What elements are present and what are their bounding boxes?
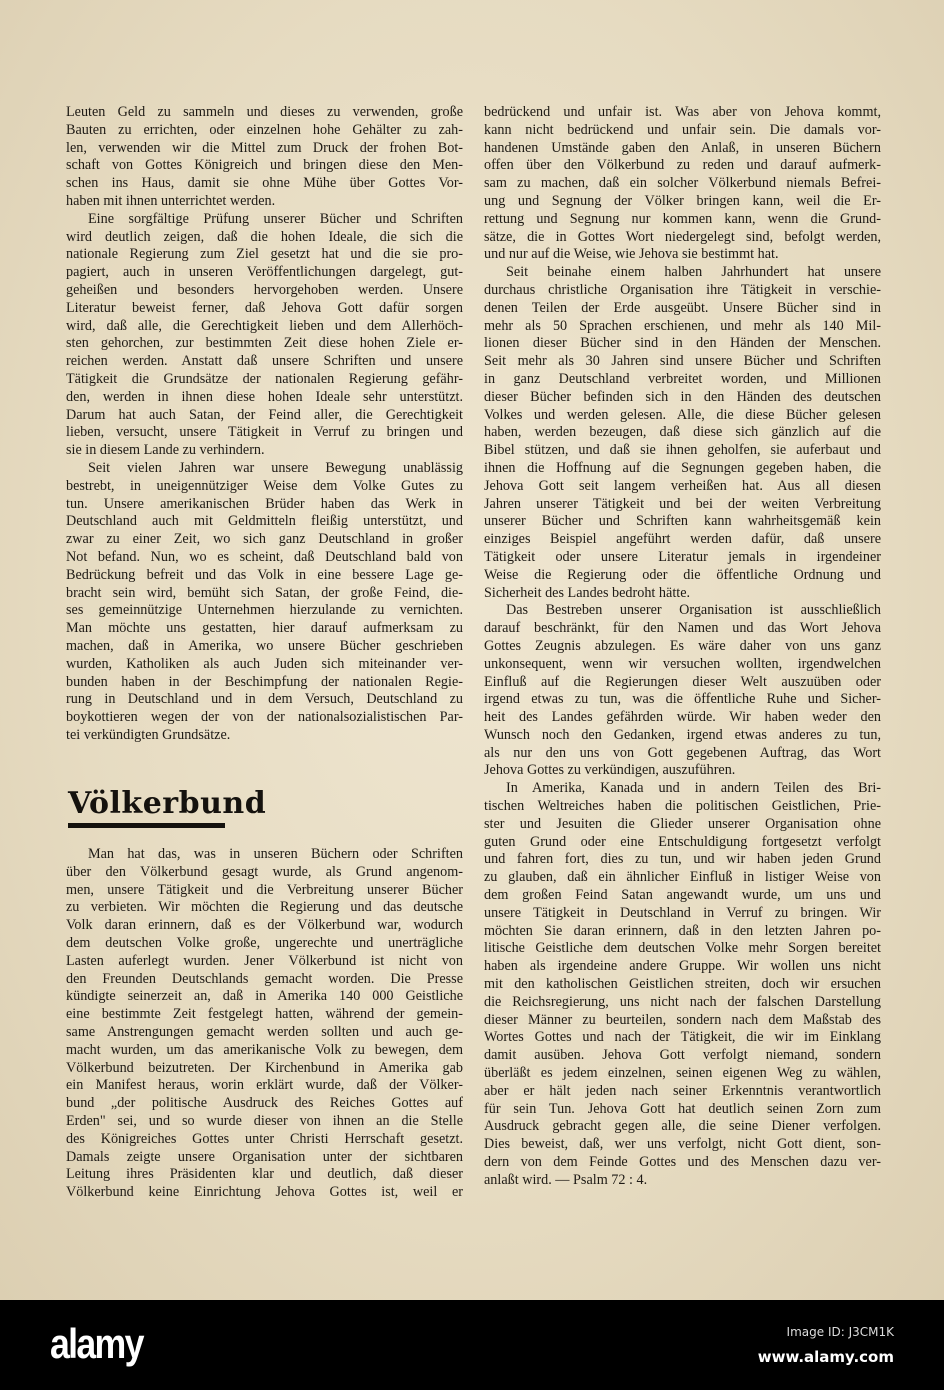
text-line: einziges Beispiel angeführt werden dafür, daß unsere (484, 531, 881, 548)
text-line: wurden, Katholiken als auch Juden sich miteinander ver- (66, 655, 463, 672)
paragraph (484, 104, 881, 264)
text-line: Eine sorgfältige Prüfung unserer Bücher und Schriften (88, 210, 463, 227)
text-line: Damals zeigte unsere Organisation unter der sichtbaren (66, 1148, 463, 1165)
text-line: Erden" sei, und so wurde dieser von ihnen an die Stelle (66, 1112, 463, 1129)
text-line: für sein Tun. Jehova Gott hat deutlich seinen Zorn zum (484, 1100, 881, 1117)
paragraph (484, 780, 881, 1189)
text-line: men, unsere Tätigkeit und die Verbreitung unserer Bücher (66, 881, 463, 898)
text-line: Gottes Zeugnis abzulegen. Es wäre daher von uns ganz (484, 637, 881, 654)
text-line: Ausdruck gebracht gegen alle, die seine Diener verfolgen. (484, 1118, 881, 1135)
text-line: den Freunden Deutschlands gemacht worden. Die Presse (66, 970, 463, 987)
text-line: dern von dem Feinde Gottes und des Menschen dazu ver- (484, 1154, 881, 1171)
paragraph (66, 846, 463, 1202)
text-line: sätze, die in Gottes Wort niedergelegt sind, befolgt werden, (484, 228, 881, 245)
text-line: Jahren unserer Tätigkeit und bei der weiten Verbreitung (484, 495, 881, 512)
text-line: unkonsequent, wenn wir versuchen wollten, irgendwelchen (484, 655, 881, 672)
text-line: zu verbieten. Wir möchten die Regierung und das deutsche (66, 899, 463, 916)
text-line: denen Teilen der Erde ausgeübt. Unsere Bücher sind in (484, 299, 881, 316)
text-line: haben als irgendeine andere Gruppe. Wir wollen uns nicht (484, 958, 881, 975)
text-line: ster und Jesuiten die Glieder unserer Organisation ohne (484, 815, 881, 832)
text-line: lionen dieser Bücher sind in den Händen der Menschen. (484, 335, 881, 352)
text-line: des Königreiches Gottes unter Christi Herrschaft gesetzt. (66, 1130, 463, 1147)
text-line: bund „der politische Ausdruck des Reiches Gottes auf (66, 1095, 463, 1112)
text-line: Wunsch noch den Gedanken, irgend etwas anderes zu tun, (484, 726, 881, 743)
text-line: dem deutschen Volke große, ungerechte und unerträgliche (66, 934, 463, 951)
text-line: mehr als 50 Sprachen erschienen, und mehr als 140 Mil- (484, 317, 881, 334)
text-line: rung in Deutschland und in dem Versuch, Deutschland zu (66, 691, 463, 708)
text-line: Volk daran erinnern, daß es der Völkerbund war, wodurch (66, 917, 463, 934)
text-line: ein Manifest heraus, worin erklärt wurde, daß der Völker- (66, 1077, 463, 1094)
text-line: darauf beschränkt, für den Namen und das Wort Jehova (484, 620, 881, 637)
text-line: wird deutlich zeigen, daß die hohen Ideale, die sich die (66, 228, 463, 245)
text-line: den, werden in ihnen diese hohen Ideale sehr unterstützt. (66, 388, 463, 405)
text-line: bunden haben in der Beschimpfung der nationalen Regie- (66, 673, 463, 690)
text-line: Einfluß auf die Regierungen dieser Welt auszuüben oder (484, 673, 881, 690)
text-line: offen über den Völkerbund zu reden und darauf aufmerk- (484, 157, 881, 174)
text-line: litische Geistliche dem deutschen Volke mehr Sorgen bereitet (484, 940, 881, 957)
text-line: anlaßt wird. — Psalm 72 : 4. (484, 1171, 648, 1188)
text-line: handenen Umstände gaben den Anlaß, in unseren Büchern (484, 139, 881, 156)
left-column-bottom (66, 846, 463, 1202)
paragraph (484, 264, 881, 602)
text-line: Seit beinahe einem halben Jahrhundert hat unsere (506, 264, 881, 281)
text-line: geheißen und besonders hervorgehoben werden. Unsere (66, 281, 463, 298)
text-line: Bauten zu errichten, oder einzelnen hohe Gehälter zu zah- (66, 121, 463, 138)
text-line: Not befand. Nun, wo es scheint, daß Deutschland bald von (66, 548, 463, 565)
text-line: rettung und Segnung nur kommen kann, wenn die Grund- (484, 210, 881, 227)
text-line: Wortes Gottes und nach der Tätigkeit, die wir im Einklang (484, 1029, 881, 1046)
text-line: same Anstrengungen gemacht werden sollten und auch ge- (66, 1023, 463, 1040)
text-line: sten gehorchen, zur bestimmten Zeit diese hohen Ziele er- (66, 335, 463, 352)
text-line: zu glauben, daß ein ähnlicher Einfluß in listiger Weise von (484, 869, 881, 886)
text-line: Sicherheit des Landes bedroht hätte. (484, 584, 691, 601)
text-line: unsere Tätigkeit in Deutschland in Verruf zu bringen. Wir (484, 904, 881, 921)
paragraph (484, 602, 881, 780)
text-line: Seit vielen Jahren war unsere Bewegung unablässig (88, 459, 463, 476)
text-line: eine bestimmte Zeit festgelegt hatten, während der gemein- (66, 1006, 463, 1023)
text-line: Jehova Gott seit langem verheißen hat. Aus all diesen (484, 477, 881, 494)
text-line: dem großen Feind Satan angewandt wurde, um uns und (484, 887, 881, 904)
text-line: kündigte seinerzeit an, daß in Amerika 140 000 Geistliche (66, 988, 463, 1005)
text-line: Deutschland auch mit Geldmitteln fleißig unterstützt, und (66, 513, 463, 530)
text-line: möchten Sie daran erinnern, daß in den letzten Jahren po- (484, 922, 881, 939)
text-line: In Amerika, Kanada und in andern Teilen des Bri- (506, 780, 881, 797)
text-line: Man hat das, was in unseren Büchern oder Schriften (88, 846, 463, 862)
text-line: sam zu machen, daß ein solcher Völkerbund niemals Befrei- (484, 175, 881, 192)
text-line: Völkerbund beizutreten. Der Kirchenbund in Amerika gab (66, 1059, 463, 1076)
text-line: und fahren fort, dies zu tun, und wir haben jeden Grund (484, 851, 881, 868)
text-line: boykottieren wegen der von der nationalsozialistischen Par- (66, 709, 463, 726)
text-line: Tätigkeit oder unsere Literatur jemals in irgendeiner (484, 548, 881, 565)
text-line: Völkerbund keine Einrichtung Jehova Gottes ist, weil er (66, 1184, 463, 1201)
text-line: Man möchte uns gestatten, hier darauf aufmerksam zu (66, 620, 463, 637)
text-line: len, verwenden wir die Mittel zum Druck der frohen Bot- (66, 139, 463, 156)
text-line: Darum hat auch Satan, der Feind aller, die Gerechtigkeit (66, 406, 463, 423)
text-line: als nur den uns von Gott gegebenen Auftrag, das Wort (484, 744, 881, 761)
text-line: heit des Landes gefährden würde. Wir haben weder den (484, 709, 881, 726)
text-line: dieser Bücher befinden sich in den Händen des deutschen (484, 388, 881, 405)
text-line: Bibel stützen, und daß sie ihnen geholfen, sie auferbaut und (484, 442, 881, 459)
text-line: aber er hält jeden nach seiner Erkenntnis verantwortlich (484, 1082, 881, 1099)
text-line: Leuten Geld zu sammeln und dieses zu verwenden, große (66, 104, 463, 120)
text-line: schen ins Haus, damit sie ohne Mühe über Gottes Vor- (66, 175, 463, 192)
text-line: pagiert, auch in unseren Veröffentlichungen dargelegt, gut- (66, 264, 463, 281)
text-line: Jehova Gottes zu verkündigen, auszuführen. (484, 762, 736, 779)
image-id: Image ID: J3CM1K (786, 1325, 894, 1339)
text-line: unserer Bücher und Schriften kann wahrheitsgemäß kein (484, 513, 881, 530)
text-line: reichen werden. Anstatt daß unsere Schriften und unsere (66, 353, 463, 370)
text-line: sie in diesem Lande zu verhindern. (66, 442, 265, 459)
text-line: Weise die Regierung oder die öffentliche Ordnung und (484, 566, 881, 583)
text-line: bracht sein wird, bemüht sich Satan, der große Feind, die- (66, 584, 463, 601)
text-line: haben mit ihnen unterrichtet werden. (66, 192, 276, 209)
text-line: über den Völkerbund gesagt wurde, als Grund angenom- (66, 863, 463, 880)
text-line: damit ausüben. Jehova Gott verfolgt niemand, sondern (484, 1047, 881, 1064)
text-line: und nur auf die Weise, wie Jehova sie bestimmt hat. (484, 246, 779, 263)
text-line: macht wurden, um das amerikanische Volk zu bewegen, dem (66, 1041, 463, 1058)
paragraph (66, 104, 463, 211)
text-line: tei verkündigten Grundsätze. (66, 726, 231, 743)
text-line: lieben, versucht, unsere Tätigkeit in Verruf zu bringen und (66, 424, 463, 441)
text-line: kann nicht bedrückend und unfair sein. Die damals vor- (484, 121, 881, 138)
text-line: mit den katholischen Geistlichen streiten, doch wir ersuchen (484, 976, 881, 993)
text-line: haben, werden bezeugen, daß diese sich gänzlich auf die (484, 424, 881, 441)
right-column (484, 104, 881, 1190)
text-line: guten Grund oder eine Entschuldigung fortgesetzt verfolgt (484, 833, 881, 850)
text-line: Tätigkeit die Grundsätze der nationalen Regierung gefähr- (66, 370, 463, 387)
text-line: Lasten auferlegt wurden. Jener Völkerbund ist nicht von (66, 952, 463, 969)
text-line: Dies beweist, daß, wer uns verfolgt, nicht Gott dient, son- (484, 1136, 881, 1153)
text-line: Seit mehr als 30 Jahren sind unsere Bücher und Schriften (484, 353, 881, 370)
text-line: zwar zu einer Zeit, wo sich ganz Deutschland in großer (66, 531, 463, 548)
text-line: Volkes und werden gelesen. Alle, die diese Bücher gelesen (484, 406, 881, 423)
alamy-logo: alamy (50, 1320, 143, 1367)
text-line: bedrückend und unfair ist. Was aber von Jehova kommt, (484, 104, 881, 120)
text-line: wird, daß alle, die Gerechtigkeit lieben und dem Allerhöch- (66, 317, 463, 334)
text-line: irgend etwas zu tun, was die öffentliche Ruhe und Sicher- (484, 691, 881, 708)
text-line: nationale Regierung zum Ziel gesetzt hat und die sie pro- (66, 246, 463, 263)
section-heading: Völkerbund (68, 786, 267, 821)
text-line: tischen Weltreiches haben die politischen Geistlichen, Prie- (484, 798, 881, 815)
watermark-footer (0, 1300, 944, 1390)
text-line: ihnen die Hoffnung auf die Segnungen gegeben haben, die (484, 459, 881, 476)
text-line: bestrebt, in uneigennütziger Weise dem Volke Gutes zu (66, 477, 463, 494)
text-line: dieser Männer zu beurteilen, sondern nach dem Maßstab des (484, 1011, 881, 1028)
text-line: Bedrückung befreit und das Volk in eine bessere Lage ge- (66, 566, 463, 583)
text-line: überläßt es jedem einzelnen, seinen eigenen Weg zu wählen, (484, 1065, 881, 1082)
text-line: Leitung ihres Präsidenten klar und deutlich, daß dieser (66, 1166, 463, 1183)
text-line: ung und Segnung der Völker bringen kann, weil die Er- (484, 192, 881, 209)
paragraph (66, 211, 463, 460)
text-line: Literatur beweist ferner, daß Jehova Gott dafür sorgen (66, 299, 463, 316)
text-line: tun. Unsere amerikanischen Brüder haben das Werk in (66, 495, 463, 512)
text-line: die Reichsregierung, uns nicht nach der falschen Darstellung (484, 993, 881, 1010)
site-url: www.alamy.com (757, 1348, 894, 1366)
text-line: Das Bestreben unserer Organisation ist ausschließlich (506, 602, 881, 619)
text-line: ses gemeinnützige Unternehmen hierzulande zu vernichten. (66, 602, 463, 619)
text-line: machen, daß in Amerika, wo unsere Bücher geschrieben (66, 637, 463, 654)
text-line: schaft von Gottes Königreich und bringen diese den Men- (66, 157, 463, 174)
text-line: in ganz Deutschland verbreitet worden, und Millionen (484, 370, 881, 387)
text-line: durchaus christliche Organisation ihre Tätigkeit in verschie- (484, 281, 881, 298)
left-column-top (66, 104, 463, 745)
paragraph (66, 460, 463, 745)
heading-underline (68, 823, 225, 828)
